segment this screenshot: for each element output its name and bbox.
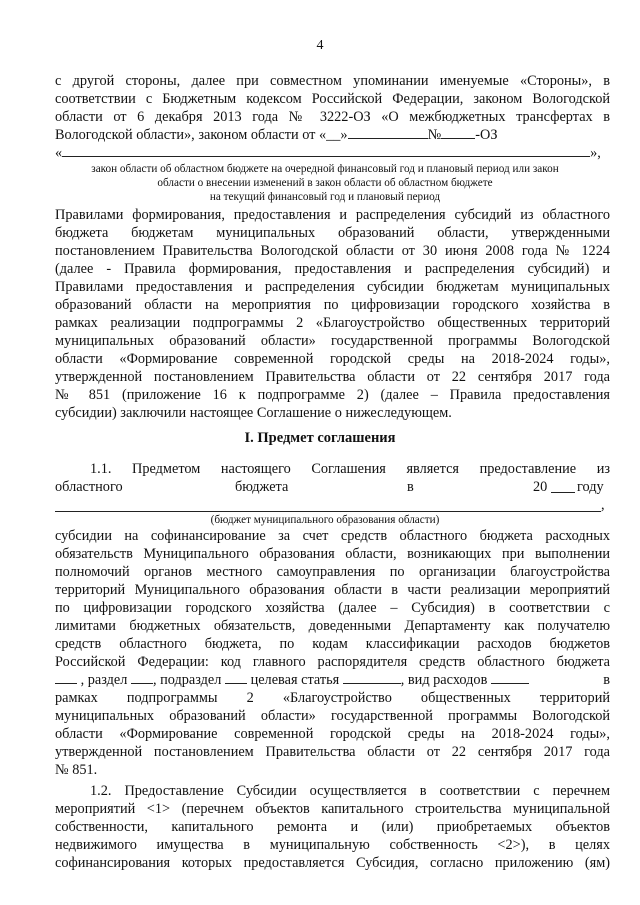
word-budget: бюджета	[235, 479, 289, 495]
clause-1-1-line: области «Формирование современной городской среды на 2018-2024 годы»,	[55, 726, 610, 742]
clause-1-1-line: территорий Муниципального образования области в части реализации мероприятий	[55, 582, 610, 598]
rules-line: бюджета бюджетам муниципальных образований области, утвержденными	[55, 225, 610, 241]
word-year: году	[577, 479, 604, 495]
code-type-blank	[491, 671, 529, 684]
law-note-line: закон области об областном бюджете на очередной финансовый год и плановый период или закон	[91, 163, 559, 175]
word-regional: областного	[55, 479, 123, 495]
year-prefix: 20	[533, 479, 548, 495]
quote-open: «	[55, 145, 63, 161]
section-heading: I. Предмет соглашения	[244, 430, 396, 446]
word-in: в	[603, 672, 610, 688]
intro-line-law-name	[55, 144, 610, 162]
law-note-line: области о внесении изменений в закон области об областном бюджете	[157, 177, 493, 189]
law-number-blank	[441, 126, 475, 139]
clause-1-1-line: рамках подпрограммы 2 «Благоустройство общественных территорий	[55, 690, 610, 706]
code-subsection-blank	[225, 671, 247, 684]
intro-line-with-blanks	[55, 126, 610, 144]
budget-note: (бюджет муниципального образования области)	[210, 514, 440, 526]
code-section-label: , раздел	[80, 672, 128, 688]
rules-line: области «Формирование современной городской среды на 2018-2024 годы»,	[55, 351, 610, 367]
clause-1-1-line: обязательств Муниципального образования области, возникающих при выполнении	[55, 546, 610, 562]
budget-codes-line	[55, 671, 610, 689]
code-subsection-label: , подраздел	[152, 672, 222, 688]
clause-1-2-line: 1.2. Предоставление Субсидии осуществляется в соответствии с перечнем	[90, 783, 610, 799]
rules-line: утвержденной постановлением Правительства области от 22 сентября 2017 года	[55, 369, 610, 385]
clause-1-2-line: софинансирования которых предоставляется Субсидия, согласно приложению (ям)	[55, 855, 610, 871]
code-section-blank	[131, 671, 153, 684]
clause-1-1-line: Российской Федерации: код главного распорядителя средств областного бюджета	[55, 654, 610, 670]
clause-1-2-line: собственности, капитального ремонта и (или) приобретаемых объектов	[55, 819, 610, 835]
clause-1-1-line: муниципальных образований области» государственной программы Вологодской	[55, 708, 610, 724]
clause-1-1-line: полномочий органов местного самоуправления по организации благоустройства	[55, 564, 610, 580]
word-in: в	[407, 479, 414, 495]
intro-line: соответствии с Бюджетным кодексом Российской Федерации, законом Вологодской	[55, 91, 610, 107]
law-date-blank	[348, 126, 428, 139]
law-name-blank	[62, 144, 590, 157]
code-type-label: , вид расходов	[400, 672, 488, 688]
intro-line: с другой стороны, далее при совместном упоминании именуемые «Стороны», в	[55, 73, 610, 89]
clause-1-1-line: № 851.	[55, 762, 98, 778]
clause-1-2-line: недвижимого имущества в муниципальную собственность <2>), в целях	[55, 837, 610, 853]
rules-line: Правилами предоставления и распределения субсидии бюджетам муниципальных	[55, 279, 610, 295]
code-target-label: целевая статья	[250, 672, 340, 688]
intro-line: области от 6 декабря 2013 года № 3222-ОЗ «О межбюджетных трансфертах в	[55, 109, 610, 125]
page-number: 4	[316, 38, 324, 53]
rules-line: Правилами формирования, предоставления и распределения субсидий из областного	[55, 207, 610, 223]
quote-close: »,	[590, 145, 601, 161]
year-blank	[551, 480, 575, 493]
rules-line: образований области на мероприятия по цифровизации городского хозяйства в	[55, 297, 610, 313]
code-target-blank	[343, 671, 401, 684]
code-admin-blank	[55, 671, 77, 684]
clause-1-1-line: лимитами бюджетных обязательств, доведенными Департаменту как получателю	[55, 618, 610, 634]
clause-1-1-line: субсидии на софинансирование за счет средств областного бюджета расходных	[55, 528, 610, 544]
rules-line: муниципальных образований области» государственной программы Вологодской	[55, 333, 610, 349]
rules-line: субсидии) заключили настоящее Соглашение о нижеследующем.	[55, 405, 452, 421]
intro-line4-start: Вологодской области», законом области от «__»	[55, 127, 348, 143]
clause-1-1-line: средств областного бюджета, по кодам классификации расходов бюджетов	[55, 636, 610, 652]
law-note-line: на текущий финансовый год и плановый период	[209, 191, 441, 203]
budget-line-comma: ,	[601, 497, 605, 513]
clause-1-2-line: мероприятий <1> (перечнем объектов капитального строительства муниципальной	[55, 801, 610, 817]
rules-line: № 851 (приложение 16 к подпрограмме 2) (далее – Правила предоставления	[55, 387, 610, 403]
rules-line: рамках реализации подпрограммы 2 «Благоустройство общественных территорий	[55, 315, 610, 331]
clause-1-1-line: 1.1. Предметом настоящего Соглашения является предоставление из	[90, 461, 610, 477]
law-number-suffix: -ОЗ	[475, 127, 498, 143]
rules-line: постановлением Правительства Вологодской области от 30 июня 2008 года № 1224	[55, 243, 610, 259]
law-number-sign: №	[427, 127, 442, 143]
clause-1-1-line: по цифровизации городского хозяйства (далее – Субсидия) в соответствии с	[55, 600, 610, 616]
clause-1-1-line: утвержденной постановлением Правительства области от 22 сентября 2017 года	[55, 744, 610, 760]
budget-name-blank	[55, 511, 601, 512]
rules-line: (далее - Правила формирования, предоставления и распределения субсидий) и	[55, 261, 610, 277]
